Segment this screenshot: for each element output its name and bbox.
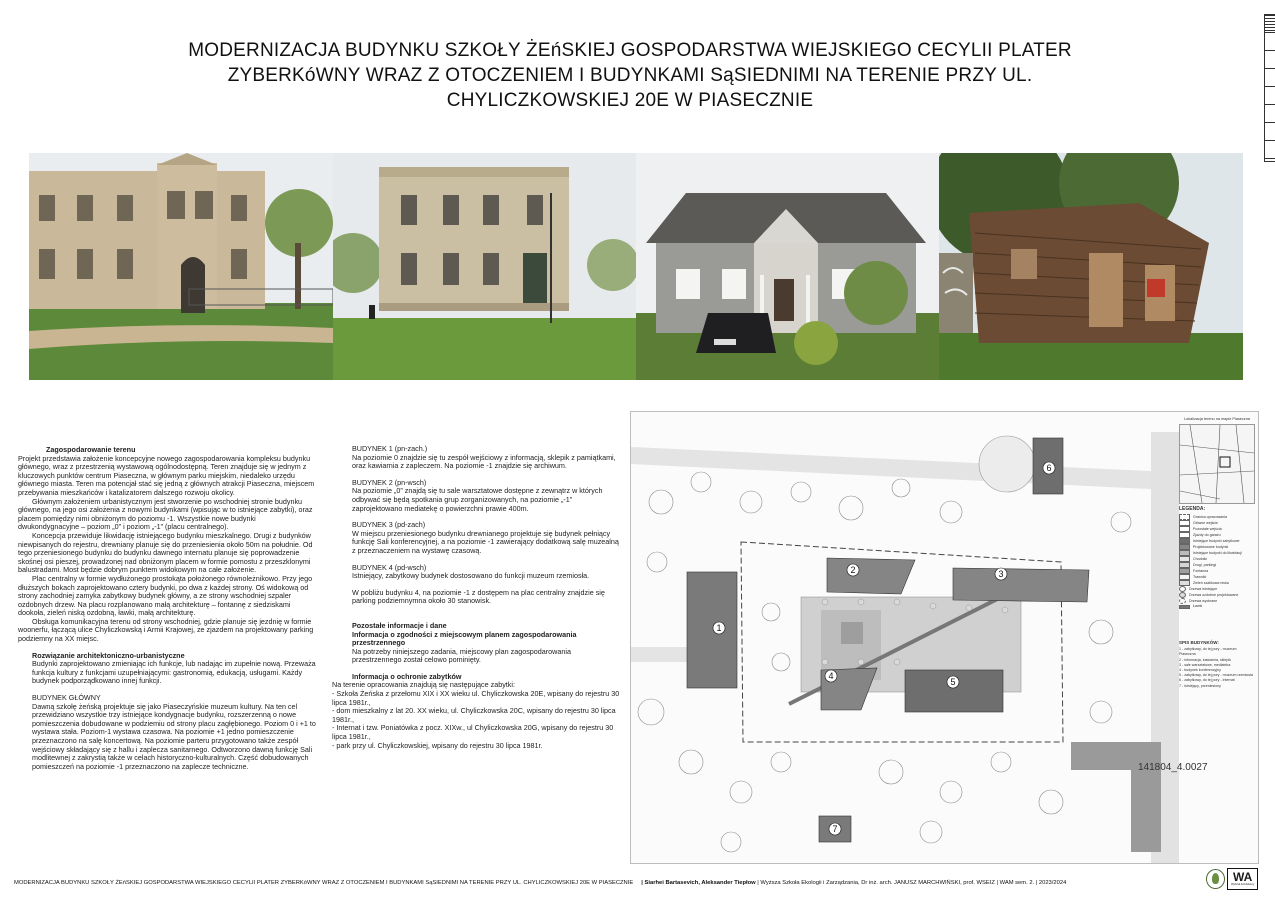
- map-legend: [1179, 507, 1253, 609]
- footer-school: | Wyższa Szkoła Ekologii i Zarządzania, Dr inż. arch. JANUSZ MARCHWIŃSKI, prof. WSEIZ | WAM sem. 2. | 2023/2024: [757, 880, 1067, 886]
- photo-strip: [29, 153, 1243, 380]
- paragraph-budynek-1: Na poziomie 0 znajdzie się tu zespół wejściowy z informacją, sklepik z pamiątkami, oraz kawiarnia z zapleczem. Na poziomie -1 znajdzie się archiwum.: [352, 452, 616, 471]
- building-list: [1179, 640, 1253, 689]
- legend-item: Istniejące budynki do likwidacji: [1179, 550, 1253, 556]
- building-label-6: 6: [1046, 463, 1052, 473]
- zabytek-item-4: - park przy ul. Chyliczkowskiej, wpisany do rejestru 30 lipca 1981r.: [332, 740, 543, 750]
- legend-item: Drzewa istniejące: [1179, 586, 1253, 592]
- faculty-logo: [1206, 868, 1258, 890]
- paragraph-budynek-2: Na poziomie „0” znajdą się tu sale warsztatowe dostępne z zewnątrz w których odbywać się będą spotkania grup zorganizowanych, na poziomie „-1” zaprojektowano mediatekę o powierzchni prawie 400m.: [352, 486, 603, 513]
- building-list-title: SPIS BUDYNKÓW:: [1179, 640, 1219, 645]
- building-list-item: 7 - istniejący, przeniesiony: [1179, 683, 1221, 688]
- text-column-left: [18, 446, 318, 771]
- building-label-7: 7: [832, 824, 838, 834]
- legend-item: Zjazdy do garażu: [1179, 532, 1253, 538]
- site-plan-drawing: [631, 412, 1258, 863]
- heading-budynek-3: BUDYNEK 3 (pd-zach): [352, 520, 426, 530]
- building-list-item: 3 - sale warsztatowe, mediateka: [1179, 662, 1231, 667]
- university-seal-icon: [1206, 869, 1225, 889]
- footer-project-title: MODERNIZACJA BUDYNKU SZKOŁY ŻEńSKIEJ GOSPODARSTWA WIEJSKIEGO CECYLII PLATER ZYBERKóWNY WRAZ Z OTOCZENIEM I BUDYNKAMI SąSIEDNIMI NA TERENIE PRZY UL. CHYLICZKOWSKIEJ 20E W PIASECZNIE: [14, 880, 634, 886]
- building-list-item: 4 - budynek konferencyjny: [1179, 668, 1221, 673]
- paragraph-parking: W pobliżu budynku 4, na poziomie -1 z dostępem na plac centralny znajdzie się parking podziemnymna około 30 stanowisk.: [352, 587, 605, 606]
- building-label-3: 3: [998, 569, 1004, 579]
- paragraph-zgodnosc-z-planem: Na potrzeby niniejszego zadania, miejscowy plan zagospodarowania przestrzennego został celowo pominięty.: [352, 646, 571, 665]
- heading-zagospodarowanie: Zagospodarowanie terenu: [46, 445, 136, 454]
- legend-item: Trawniki: [1179, 574, 1253, 580]
- photo-historic-school-facade: [29, 153, 333, 380]
- photo-house-with-car: [636, 153, 939, 380]
- legend-item: Zieleń szalikowa niska: [1179, 580, 1253, 586]
- paragraph-zagosp-4: Plac centralny w formie wydłużonego prostokąta położonego równoleżnikowo. Przy jego dłuższych bokach zaprojektowano cztery budynki, po dwa z każdej strony. Oś widokową od strony zachodniej zamyka zabytkowy budynek główny, a ze strony wschodniej szpaler ozdobnych drzew. Na placu rozplanowano małą architekturę – fontannę z siedziskami dookoła, zieleń niską ozdobną, ławki, małą architekturę.: [18, 573, 313, 618]
- paragraph-architektura: Budynki zaprojektowano zmieniając ich funkcje, lub nadając im zupełnie nową. Przeważa funkcja kultury z funkcjami uzupełniającymi: gastronomią, edukacją, usługami. Każdy budynek podporządkowano innej funkcji.: [32, 659, 316, 686]
- heading-budynek-2: BUDYNEK 2 (pn-wsch): [352, 477, 427, 487]
- zabytek-item-3: - Internat i tzw. Poniatówka z pocz. XIXw., ul Chyliczkowska 20G, wpisany do rejestru 30 lipca 1981r.,: [332, 723, 614, 742]
- legend-title: LEGENDA:: [1179, 506, 1206, 512]
- wa-logo-icon: WA Wydział Architektury: [1227, 868, 1258, 890]
- building-label-1: 1: [716, 623, 722, 633]
- paragraph-budynek-4: Istniejący, zabytkowy budynek dostosowano do funkcji muzeum rzemiosła.: [352, 571, 590, 581]
- inset-map-title: Lokalizacja terenu na mapie Piaseczna: [1184, 417, 1250, 421]
- paragraph-zagosp-2: Głównym założeniem urbanistycznym jest stworzenie po wschodniej stronie budynku głównego, na jego osi założenia z nowymi budynkami (wpisując w to istniejące zabytki), oraz placem pomiędzy nimi obniżonym do poziomu -1. Wszystkie nowe budynki dwukondygnacyjne – poziom „0” i poziom „-1” (placu centralnego).: [18, 496, 313, 532]
- sheet-index-marker: [1265, 15, 1275, 33]
- footer-bar: [14, 880, 1066, 886]
- building-label-2: 2: [850, 565, 856, 575]
- footer-authors: | Siarhei Bartasevich, Aleksander Tiepłow: [641, 880, 756, 886]
- legend-item: Drzewa ozdobne projektowane: [1179, 592, 1253, 598]
- heading-budynek-glowny: BUDYNEK GŁÓWNY: [32, 693, 101, 703]
- heading-ochrona-zabytkow: Informacja o ochronie zabytków: [352, 671, 462, 681]
- heading-budynek-4: BUDYNEK 4 (pd-wsch): [352, 562, 427, 572]
- site-plan: [630, 411, 1259, 864]
- building-list-item: 5 - zabytkowy, do tej pory - muzeum rzemiosła: [1179, 673, 1253, 678]
- zabytek-item-1: - Szkoła Żeńska z przełomu XIX i XX wieku ul. Chyliczkowska 20E, wpisany do rejestru 30 lipca 1981r.,: [332, 689, 620, 707]
- legend-item: Istniejące budynki zabytkowe: [1179, 538, 1253, 544]
- legend-item: Chodniki: [1179, 556, 1253, 562]
- legend-item: Projektowane budynki: [1179, 544, 1253, 550]
- poster-title: [100, 38, 1160, 113]
- building-label-4: 4: [828, 671, 834, 681]
- photo-wooden-building: [939, 153, 1243, 380]
- title-line-1: MODERNIZACJA BUDYNKU SZKOŁY ŻEńSKIEJ GOSPODARSTWA WIEJSKIEGO CECYLII PLATER: [188, 40, 1072, 61]
- legend-item: Główne wejście: [1179, 520, 1253, 526]
- text-column-middle: [332, 445, 622, 750]
- photo-villa-facade: [333, 153, 636, 380]
- heading-budynek-1: BUDYNEK 1 (pn-zach.): [352, 444, 428, 453]
- heading-architektura: Rozwiązanie architektoniczno-urbanistyczne: [32, 650, 185, 660]
- sheet-index-box: [1264, 14, 1275, 162]
- parcel-code: 141804_4.0027: [1138, 762, 1208, 773]
- legend-item: Ławki: [1179, 604, 1253, 609]
- legend-item: Granica opracowania: [1179, 514, 1253, 520]
- legend-item: Fontanna: [1179, 568, 1253, 574]
- building-list-item: 6 - zabytkowy, do tej pory - internat: [1179, 678, 1235, 683]
- legend-item: Pozostałe wejścia: [1179, 526, 1253, 532]
- building-list-item: 1 - zabytkowy, do tej pory - muzeum Piaseczna: [1179, 647, 1237, 657]
- paragraph-zagosp-1: Projekt przedstawia założenie koncepcyjne nowego zagospodarowania kompleksu budynku głównego, wraz z przestrzenią wystawową ogólnodostępną. Teren znajduje się w jednym z kluczowych punktów centrum Piaseczna, w głównym parku miejskim, niedaleko urzędu głównego miasta. Teren ma potencjał stać się jedną z głównych atrakcji Piaseczna, miejscem przebywania mieszkańców i katalizatorem dalszego rozwoju okolicy.: [18, 453, 315, 497]
- legend-item: Drogi, parkingi: [1179, 562, 1253, 568]
- paragraph-ochrona-zabytkow: Na terenie opracowania znajdują się następujące zabytki:: [332, 680, 515, 690]
- zabytek-item-2: - dom mieszkalny z lat 20. XX wieku, ul. Chyliczkowska 20C, wpisany do rejestru 30 lipca 1981r.,: [332, 706, 616, 724]
- location-inset-map: [1179, 417, 1255, 504]
- paragraph-budynek-glowny: Dawną szkołę żeńską projektuje się jako Piaseczyńskie muzeum kultury. Na ten cel przewidziano wszystkie trzy istniejące kondygnacje budynku, rozszerzenną o nowe pomieszczenia dobudowane w podziemiu od strony placu zagłębionego. Poziom 0 i +1 to wystawa stała. Poziom-1 wystawa czasowa. Na poziomie +1 jedno pomieszczenie przeznaczono na salę koncertową. Na poziomie parteru przygotowano także zespół wejściowy składający się z hallu i zaplecza sanitarnego. Odtworzono dawną funkcję Sali modlitewnej z zakrystią także w celach historyczno-kulturalnych. Część dobudowanych pomieszczeń na poziomie -1 przeznaczono na zaplecze techniczne.: [32, 701, 316, 771]
- title-line-2: ZYBERKóWNY WRAZ Z OTOCZENIEM I BUDYNKAMI SąSIEDNIMI NA TERENIE PRZY UL.: [227, 65, 1033, 86]
- building-list-item: 2 - informacja, kawiarnia, sklepik: [1179, 657, 1231, 662]
- paragraph-zagosp-3: Koncepcja przewiduje likwidację istniejącego budynku mieszkalnego. Drugi z budynków niewpisanych do rejestru, drewniany planuje się do przeniesienia około 50m na południe. Od tego przeniesionego budynku do budynku dawnego internatu planuje się poprowadzenie skośnej osi pieszej, prowadzonej nad obniżonym placem w formie pomostu z przeszklonymi balustradami. Most będzie dobrym punktem widokowym na całe założenie.: [18, 530, 313, 575]
- paragraph-budynek-3: W miejscu przeniesionego budynku drewnianego projektuje się budynek pełniący funkcję Sali konferencyjnej, a na poziomie -1 zawierający dodatkową salę muzealną z przeznaczeniem na wystawę czasową.: [352, 528, 619, 555]
- paragraph-zagosp-5: Obsługa komunikacyjna terenu od strony wschodniej, gdzie planuje się jezdnię w formie woonerfu, łączącą ulice Chyliczkowską i Armii Krajowej, ze zjazdem na projektowany parking podziemny na XX miejsc.: [18, 616, 314, 644]
- heading-zgodnosc-z-planem: Informacja o zgodności z miejscowym planem zagospodarowania przestrzennego: [352, 629, 577, 648]
- heading-pozostale-informacje: Pozostałe informacje i dane: [352, 620, 447, 630]
- title-line-3: CHYLICZKOWSKIEJ 20E W PIASECZNIE: [446, 90, 814, 111]
- building-label-5: 5: [950, 677, 956, 687]
- legend-item: Drzewa wycinane: [1179, 598, 1253, 604]
